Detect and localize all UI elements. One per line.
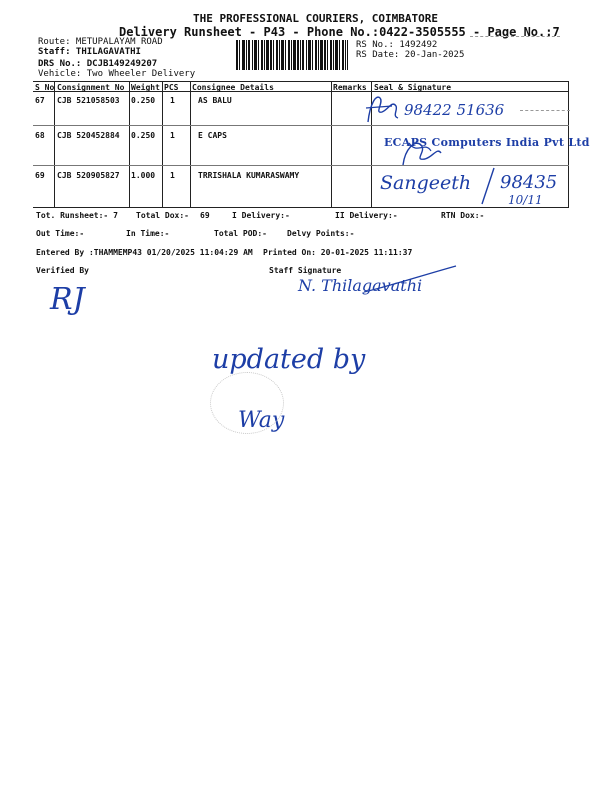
total-dox-value: 69	[200, 211, 210, 220]
col-header-consignee: Consignee Details	[192, 83, 274, 92]
col-divider	[54, 81, 55, 207]
ii-delivery: II Delivery:-	[335, 211, 398, 220]
cell-consignment: CJB 520452884	[57, 131, 120, 140]
faint-stamp-mark	[210, 372, 284, 434]
col-header-weight: Weight	[131, 83, 160, 92]
cell-sno: 69	[35, 171, 45, 180]
delvy-points: Delvy Points:-	[287, 229, 355, 238]
tot-runsheet: Tot. Runsheet:- 7	[36, 211, 118, 220]
table-top-rule	[33, 81, 569, 82]
col-divider	[331, 81, 332, 207]
staff-text: Staff: THILAGAVATHI	[38, 47, 141, 57]
staff-signature-handwriting: N. Thilagavathi	[298, 276, 423, 295]
update-note-line1: updated by	[212, 344, 366, 375]
verified-by-signature: RJ	[50, 282, 85, 317]
scan-artifact	[520, 110, 570, 111]
in-time: In Time:-	[126, 229, 170, 238]
col-header-remarks: Remarks	[333, 83, 367, 92]
handwritten-name-row3: Sangeeth	[380, 172, 472, 194]
cell-pcs: 1	[170, 131, 175, 140]
rtn-dox: RTN Dox:-	[441, 211, 485, 220]
cell-pcs: 1	[170, 96, 175, 105]
col-divider	[190, 81, 191, 207]
scan-artifact	[470, 36, 560, 37]
row-divider	[33, 125, 569, 126]
col-divider	[162, 81, 163, 207]
signature-scribble-row2	[395, 135, 445, 171]
vehicle-text: Vehicle: Two Wheeler Delivery	[38, 69, 196, 79]
verified-by-label: Verified By	[36, 266, 89, 275]
runsheet-subtitle: Delivery Runsheet - P43 - Phone No.:0422-3505555 - Page No.:7	[119, 25, 560, 39]
table-bottom-rule	[33, 207, 569, 208]
handwritten-phone-row3: 98435	[500, 172, 558, 193]
printed-on: Printed On: 20-01-2025 11:11:37	[263, 248, 413, 257]
rs-date: RS Date: 20-Jan-2025	[356, 50, 465, 60]
slash-mark-row3	[478, 166, 498, 206]
col-header-sno: S No	[35, 83, 55, 92]
cell-weight: 0.250	[131, 96, 156, 105]
rs-number: RS No.: 1492492	[356, 40, 438, 50]
route-text: Route: METUPALAYAM ROAD	[38, 37, 163, 47]
cell-consignee: E CAPS	[198, 131, 227, 140]
col-header-seal: Seal & Signature	[374, 83, 452, 92]
total-dox-label: Total Dox:-	[136, 211, 189, 220]
cell-pcs: 1	[170, 171, 175, 180]
entered-by: Entered By :THAMMEMP43 01/20/2025 11:04:29 AM	[36, 248, 253, 257]
cell-consignment: CJB 521058503	[57, 96, 120, 105]
col-divider	[129, 81, 130, 207]
handwritten-phone-row1: 98422 51636	[404, 101, 505, 119]
company-title: THE PROFESSIONAL COURIERS, COIMBATORE	[193, 12, 439, 25]
company-stamp-row2: ECAPS Computers India Pvt Ltd	[384, 136, 590, 149]
cell-consignee: AS BALU	[198, 96, 232, 105]
col-header-consignment: Consignment No	[57, 83, 125, 92]
cell-weight: 0.250	[131, 131, 156, 140]
handwritten-date-row3: 10/11	[508, 193, 543, 207]
cell-weight: 1.000	[131, 171, 156, 180]
barcode-image	[236, 40, 348, 70]
update-note-line2: Way	[238, 408, 285, 433]
staff-signature-flourish	[360, 262, 460, 298]
total-pod: Total POD:-	[214, 229, 267, 238]
cell-sno: 68	[35, 131, 45, 140]
out-time: Out Time:-	[36, 229, 85, 238]
cell-consignment: CJB 520905827	[57, 171, 120, 180]
staff-signature-label: Staff Signature	[269, 266, 342, 275]
cell-consignee: TRRISHALA KUMARASWAMY	[198, 171, 300, 180]
cell-sno: 67	[35, 96, 45, 105]
signature-scribble-row1	[362, 92, 402, 126]
i-delivery: I Delivery:-	[232, 211, 290, 220]
drs-number: DRS No.: DCJB149249207	[38, 59, 158, 69]
col-header-pcs: PCS	[164, 83, 179, 92]
